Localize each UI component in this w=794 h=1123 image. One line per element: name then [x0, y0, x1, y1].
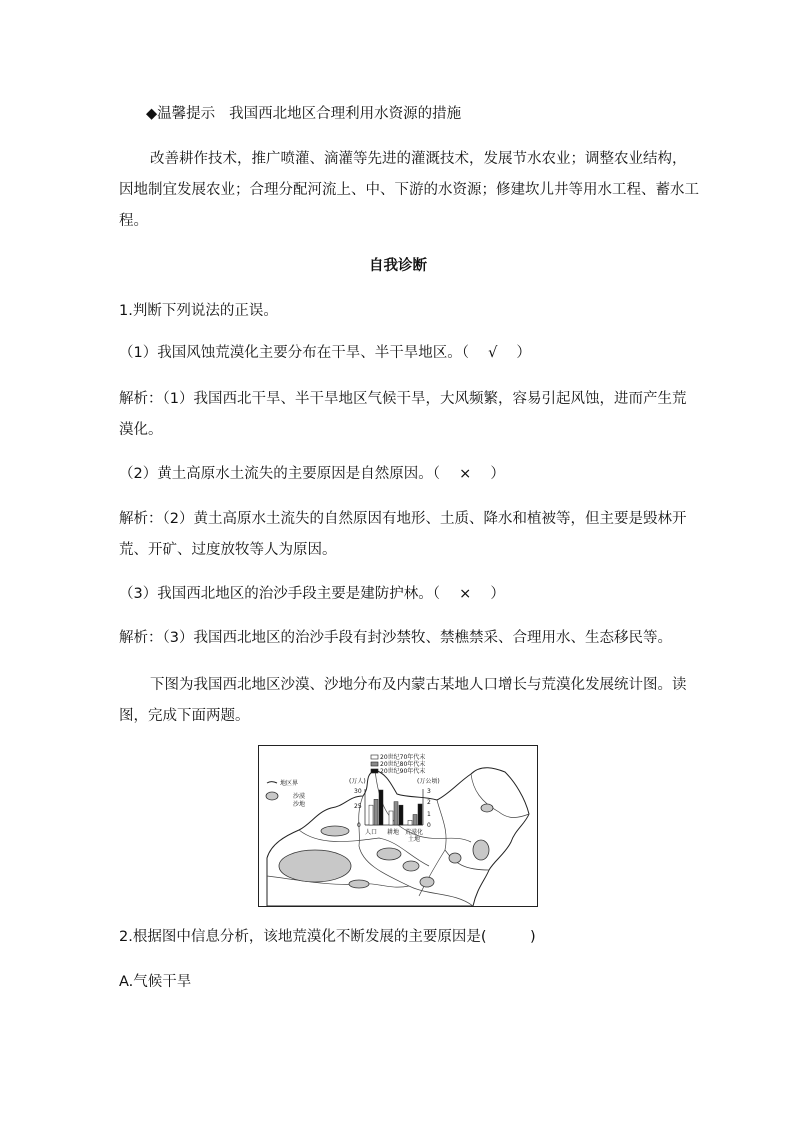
desert-qaidam [349, 880, 369, 888]
desert-tengger [403, 861, 419, 871]
series-label-3: 20世纪90年代末 [380, 768, 426, 775]
desert-badain-jaran [377, 848, 401, 860]
desert-legend-icon [266, 792, 278, 800]
right-axis-unit: (万公顷) [417, 778, 440, 785]
bar-1-series-1 [369, 805, 373, 825]
legend-sandland-label: 沙地 [293, 801, 306, 808]
q2-stem: 2.根据图中信息分析，该地荒漠化不断发展的主要原因是( ) [119, 929, 536, 945]
series-label-1: 20世纪70年代末 [380, 754, 426, 761]
tip-body-line-2: 因地制宜发展农业；合理分配河流上、中、下游的水资源；修建坎儿井等用水工程、蓄水工 [119, 182, 699, 198]
intro-line-2: 图，完成下面两题。 [119, 708, 250, 724]
map-figure [258, 745, 538, 907]
bar-3-series-3 [418, 804, 422, 825]
right-tick-label: 3 [427, 788, 431, 795]
series-swatch-1 [371, 755, 378, 759]
boundary-legend-icon [267, 782, 277, 784]
tip-title: 我国西北地区合理利用水资源的措施 [229, 106, 462, 122]
desert-taklimakan [279, 850, 351, 882]
bar-2-series-2 [394, 802, 398, 825]
category-label-land: 土地 [408, 836, 421, 843]
bar-2-series-1 [389, 811, 393, 825]
region-boundary [419, 850, 445, 896]
q1-item-2-statement: （2）黄土高原水土流失的主要原因是自然原因。（ × ） [119, 466, 505, 482]
category-label-population: 人口 [365, 829, 378, 836]
legend-desert-label: 沙漠 [293, 793, 306, 800]
q1-item-2-analysis-line-1: 解析：（2）黄土高原水土流失的自然原因有地形、土质、降水和植被等，但主要是毁林开 [119, 511, 687, 527]
map-svg [259, 746, 537, 906]
tip-body-line-3: 程。 [119, 213, 148, 229]
intro-line-1: 下图为我国西北地区沙漠、沙地分布及内蒙古某地人口增长与荒漠化发展统计图。读 [150, 677, 687, 693]
series-label-2: 20世纪80年代末 [380, 761, 426, 768]
q1-item-2-analysis-line-2: 荒、开矿、过度放牧等人为原因。 [119, 542, 337, 558]
right-tick-label: 2 [427, 799, 431, 806]
left-axis-unit: (万人) [349, 778, 366, 785]
left-tick-label: 30 [354, 788, 362, 795]
category-label-farmland: 耕地 [387, 829, 400, 836]
desert-gurbantunggut [321, 826, 349, 836]
category-label-desertification: 荒漠化 [405, 829, 424, 836]
bar-group [369, 790, 422, 825]
q2-option-a: A.气候干旱 [119, 974, 192, 990]
left-tick-label: 25 [354, 803, 362, 810]
left-tick-label: 0 [357, 822, 361, 829]
sandland-hulunbuir [481, 804, 493, 812]
bar-3-series-2 [413, 815, 417, 826]
legend-boundary-label: 地区界 [280, 780, 299, 787]
q1-item-3-statement: （3）我国西北地区的治沙手段主要是建防护林。（ × ） [119, 586, 505, 602]
map-outline [267, 768, 529, 906]
bar-1-series-2 [374, 799, 378, 825]
sandland-mu-us [420, 877, 434, 887]
diamond-icon: ◆ [146, 106, 158, 122]
right-tick-label: 0 [427, 822, 431, 829]
bar-1-series-3 [379, 790, 383, 825]
bar-3-series-1 [408, 820, 412, 825]
section-title: 自我诊断 [369, 258, 427, 274]
region-boundary [409, 886, 473, 906]
bar-2-series-3 [399, 805, 403, 825]
sandland-horqin [473, 840, 489, 860]
region-boundary [471, 774, 529, 818]
sandland-hunshandake [449, 853, 461, 863]
q1-stem: 1.判断下列说法的正误。 [119, 303, 278, 319]
q1-item-1-analysis-line-2: 漠化。 [119, 422, 163, 438]
right-tick-label: 1 [427, 811, 431, 818]
tip-heading [146, 104, 461, 124]
tip-body-line-1: 改善耕作技术，推广喷灌、滴灌等先进的灌溉技术，发展节水农业；调整农业结构， [150, 151, 687, 167]
q1-item-1-statement: （1）我国风蚀荒漠化主要分布在干旱、半干旱地区。（ √ ） [119, 345, 531, 361]
series-swatch-3 [371, 769, 378, 773]
q1-item-3-analysis-line-1: 解析：（3）我国西北地区的治沙手段有封沙禁牧、禁樵禁采、合理用水、生态移民等。 [119, 630, 672, 646]
series-swatch-2 [371, 762, 378, 766]
tip-label: 温馨提示 [157, 106, 216, 122]
q1-item-1-analysis-line-1: 解析：（1）我国西北干旱、半干旱地区气候干旱，大风频繁，容易引起风蚀，进而产生荒 [119, 391, 687, 407]
